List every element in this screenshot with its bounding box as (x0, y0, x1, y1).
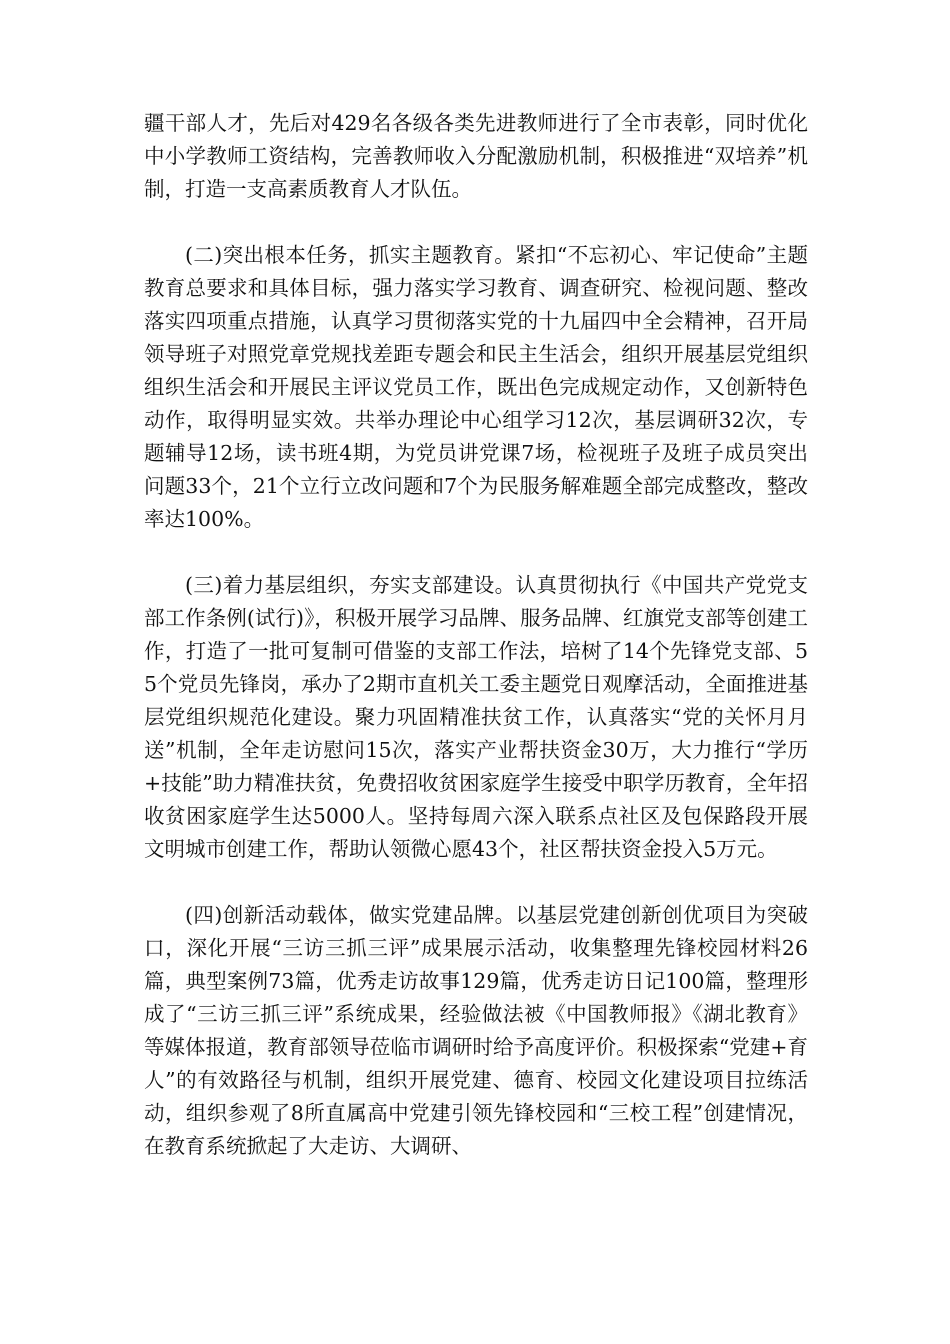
paragraph-gap (144, 206, 808, 239)
paragraph-gap (144, 536, 808, 569)
paragraph-section-4: (四)创新活动载体，做实党建品牌。以基层党建创新创优项目为突破口，深化开展“三访三抓三评”成果展示活动，收集整理先锋校园材料26篇，典型案例73篇，优秀走访故事129篇，优秀走访日记100篇，整理形成了“三访三抓三评”系统成果，经验做法被《中国教师报》《湖北教育》等媒体报道，教育部领导莅临市调研时给予高度评价。积极探索“党建+育人”的有效路径与机制，组织开展党建、德育、校园文化建设项目拉练活动，组织参观了8所直属高中党建引领先锋校园和“三校工程”创建情况，在教育系统掀起了大走访、大调研、 (144, 903, 808, 1158)
paragraph-section-3: (三)着力基层组织，夯实支部建设。认真贯彻执行《中国共产党党支部工作条例(试行)》，积极开展学习品牌、服务品牌、红旗党支部等创建工作，打造了一批可复制可借鉴的支部工作法，培树了14个先锋党支部、55个党员先锋岗，承办了2期市直机关工委主题党日观摩活动，全面推进基层党组织规范化建设。聚力巩固精准扶贫工作，认真落实“党的关怀月月送”机制，全年走访慰问15次，落实产业帮扶资金30万，大力推行“学历+技能”助力精准扶贫，免费招收贫困家庭学生接受中职学历教育，全年招收贫困家庭学生达5000人。坚持每周六深入联系点社区及包保路段开展文明城市创建工作，帮助认领微心愿43个，社区帮扶资金投入5万元。 (144, 573, 808, 861)
paragraph-gap (144, 866, 808, 899)
paragraph-section-2: (二)突出根本任务，抓实主题教育。紧扣“不忘初心、牢记使命”主题教育总要求和具体目标，强力落实学习教育、调查研究、检视问题、整改落实四项重点措施，认真学习贯彻落实党的十九届四中全会精神，召开局领导班子对照党章党规找差距专题会和民主生活会，组织开展基层党组织组织生活会和开展民主评议党员工作，既出色完成规定动作，又创新特色动作，取得明显实效。共举办理论中心组学习12次，基层调研32次，专题辅导12场，读书班4期，为党员讲党课7场，检视班子及班子成员突出问题33个，21个立行立改问题和7个为民服务解难题全部完成整改，整改率达100%。 (144, 243, 808, 531)
paragraph-continuation: 疆干部人才，先后对429名各级各类先进教师进行了全市表彰，同时优化中小学教师工资结构，完善教师收入分配激励机制，积极推进“双培养”机制，打造一支高素质教育人才队伍。 (144, 111, 808, 201)
document-page (144, 107, 808, 1163)
